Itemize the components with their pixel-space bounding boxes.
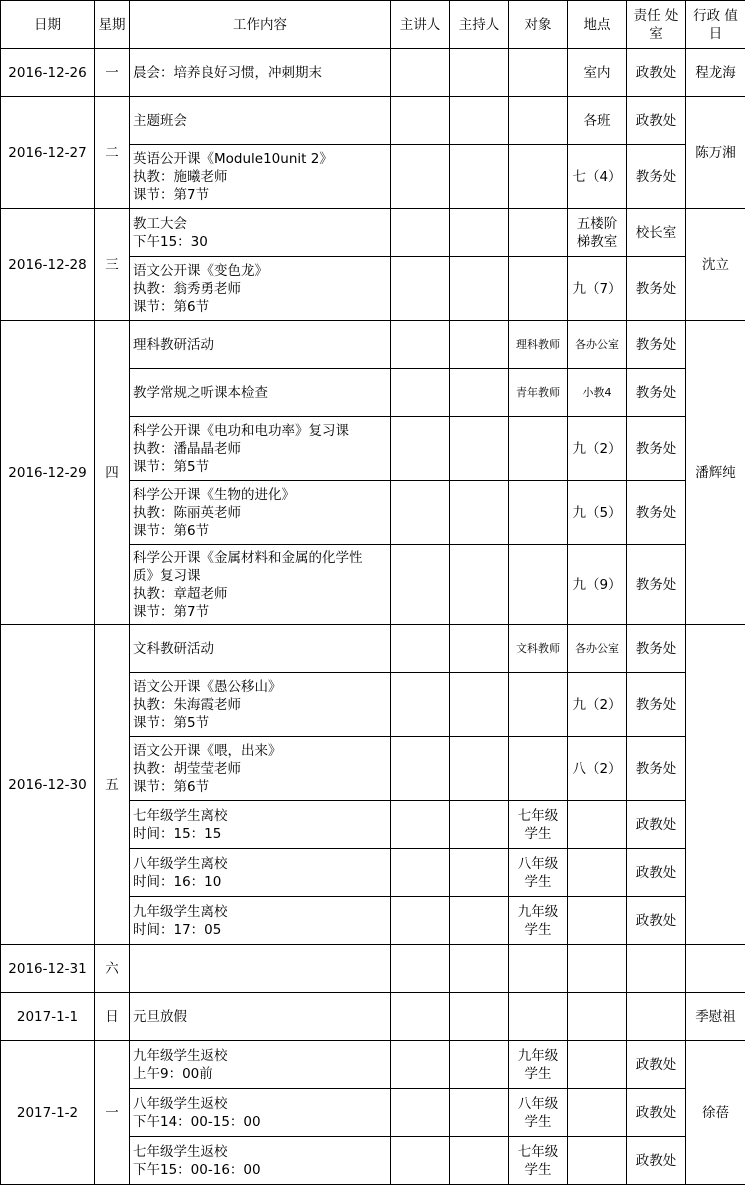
host-cell (450, 97, 509, 145)
weekday-cell: 日 (95, 993, 130, 1041)
date-cell: 2016-12-31 (1, 945, 95, 993)
duty-cell: 陈万湘 (686, 97, 745, 209)
weekday-cell: 三 (95, 209, 130, 321)
content-cell: 七年级学生离校 时间：15：15 (130, 801, 391, 849)
office-cell: 教务处 (627, 145, 686, 209)
speaker-cell (391, 945, 450, 993)
office-cell: 教务处 (627, 481, 686, 545)
content-cell: 理科教研活动 (130, 321, 391, 369)
office-cell (627, 993, 686, 1041)
speaker-cell (391, 993, 450, 1041)
speaker-cell (391, 97, 450, 145)
content-cell: 主题班会 (130, 97, 391, 145)
location-cell: 各班 (568, 97, 627, 145)
speaker-cell (391, 257, 450, 321)
duty-cell: 沈立 (686, 209, 745, 321)
location-cell: 各办公室 (568, 625, 627, 673)
location-cell (568, 1089, 627, 1137)
host-cell (450, 945, 509, 993)
host-cell (450, 737, 509, 801)
location-cell (568, 945, 627, 993)
content-cell: 八年级学生离校 时间：16：10 (130, 849, 391, 897)
location-cell (568, 1041, 627, 1089)
content-cell: 教工大会 下午15：30 (130, 209, 391, 257)
audience-cell: 七年级 学生 (509, 1137, 568, 1185)
host-cell (450, 1089, 509, 1137)
office-cell: 教务处 (627, 625, 686, 673)
host-cell (450, 801, 509, 849)
header-location: 地点 (568, 1, 627, 49)
audience-cell: 八年级 学生 (509, 1089, 568, 1137)
location-cell: 九（5） (568, 481, 627, 545)
weekday-cell: 二 (95, 97, 130, 209)
content-cell: 八年级学生返校 下午14：00-15：00 (130, 1089, 391, 1137)
location-cell: 室内 (568, 49, 627, 97)
office-cell: 政教处 (627, 97, 686, 145)
audience-cell: 九年级 学生 (509, 1041, 568, 1089)
table-row (1, 49, 745, 97)
weekday-cell: 六 (95, 945, 130, 993)
office-cell: 政教处 (627, 897, 686, 945)
content-cell: 科学公开课《生物的进化》 执教：陈丽英老师 课节：第6节 (130, 481, 391, 545)
office-cell: 校长室 (627, 209, 686, 257)
host-cell (450, 145, 509, 209)
host-cell (450, 1137, 509, 1185)
date-cell: 2017-1-2 (1, 1041, 95, 1185)
host-cell (450, 417, 509, 481)
weekday-cell: 五 (95, 625, 130, 945)
header-weekday: 星期 (95, 1, 130, 49)
office-cell: 政教处 (627, 49, 686, 97)
host-cell (450, 369, 509, 417)
host-cell (450, 673, 509, 737)
audience-cell (509, 545, 568, 625)
office-cell: 政教处 (627, 801, 686, 849)
audience-cell (509, 481, 568, 545)
weekday-cell: 四 (95, 321, 130, 625)
content-cell (130, 945, 391, 993)
location-cell (568, 801, 627, 849)
speaker-cell (391, 737, 450, 801)
speaker-cell (391, 369, 450, 417)
duty-cell (686, 945, 745, 993)
speaker-cell (391, 481, 450, 545)
audience-cell (509, 417, 568, 481)
header-duty: 行政 值日 (686, 1, 745, 49)
content-cell: 九年级学生返校 上午9：00前 (130, 1041, 391, 1089)
audience-cell (509, 945, 568, 993)
table-row (1, 1041, 745, 1089)
speaker-cell (391, 417, 450, 481)
location-cell: 小教4 (568, 369, 627, 417)
duty-cell: 程龙海 (686, 49, 745, 97)
date-cell: 2016-12-28 (1, 209, 95, 321)
duty-cell: 潘辉纯 (686, 321, 745, 625)
location-cell: 七（4） (568, 145, 627, 209)
content-cell: 文科教研活动 (130, 625, 391, 673)
location-cell: 九（9） (568, 545, 627, 625)
header-speaker: 主讲人 (391, 1, 450, 49)
content-cell: 语文公开课《变色龙》 执教：翁秀勇老师 课节：第6节 (130, 257, 391, 321)
speaker-cell (391, 849, 450, 897)
audience-cell: 文科教师 (509, 625, 568, 673)
office-cell: 政教处 (627, 849, 686, 897)
speaker-cell (391, 625, 450, 673)
table-row (1, 945, 745, 993)
host-cell (450, 209, 509, 257)
content-cell: 晨会：培养良好习惯，冲刺期末 (130, 49, 391, 97)
audience-cell: 九年级 学生 (509, 897, 568, 945)
weekday-cell: 一 (95, 49, 130, 97)
content-cell: 教学常规之听课本检查 (130, 369, 391, 417)
speaker-cell (391, 1041, 450, 1089)
table-row (1, 625, 745, 673)
header-office: 责任 处室 (627, 1, 686, 49)
speaker-cell (391, 321, 450, 369)
audience-cell (509, 49, 568, 97)
speaker-cell (391, 897, 450, 945)
date-cell: 2017-1-1 (1, 993, 95, 1041)
audience-cell: 七年级 学生 (509, 801, 568, 849)
date-cell: 2016-12-27 (1, 97, 95, 209)
office-cell: 教务处 (627, 737, 686, 801)
location-cell: 九（2） (568, 673, 627, 737)
office-cell: 教务处 (627, 417, 686, 481)
office-cell: 教务处 (627, 545, 686, 625)
location-cell: 九（2） (568, 417, 627, 481)
audience-cell (509, 257, 568, 321)
table-header (1, 1, 745, 49)
host-cell (450, 897, 509, 945)
date-cell: 2016-12-30 (1, 625, 95, 945)
speaker-cell (391, 49, 450, 97)
duty-cell: 徐蓓 (686, 1041, 745, 1185)
audience-cell (509, 97, 568, 145)
office-cell: 教务处 (627, 369, 686, 417)
location-cell (568, 1137, 627, 1185)
table-row (1, 97, 745, 145)
host-cell (450, 481, 509, 545)
audience-cell: 理科教师 (509, 321, 568, 369)
office-cell (627, 945, 686, 993)
host-cell (450, 993, 509, 1041)
content-cell: 科学公开课《金属材料和金属的化学性 质》复习课 执教：章超老师 课节：第7节 (130, 545, 391, 625)
location-cell: 五楼阶 梯教室 (568, 209, 627, 257)
speaker-cell (391, 209, 450, 257)
audience-cell (509, 673, 568, 737)
location-cell: 各办公室 (568, 321, 627, 369)
speaker-cell (391, 145, 450, 209)
content-cell: 语文公开课《愚公移山》 执教：朱海霞老师 课节：第5节 (130, 673, 391, 737)
header-host: 主持人 (450, 1, 509, 49)
audience-cell (509, 993, 568, 1041)
office-cell: 政教处 (627, 1041, 686, 1089)
header-content: 工作内容 (130, 1, 391, 49)
header-date: 日期 (1, 1, 95, 49)
host-cell (450, 545, 509, 625)
host-cell (450, 849, 509, 897)
duty-cell: 季慰祖 (686, 993, 745, 1041)
office-cell: 政教处 (627, 1089, 686, 1137)
location-cell (568, 993, 627, 1041)
host-cell (450, 1041, 509, 1089)
table-body (1, 49, 745, 1185)
office-cell: 教务处 (627, 321, 686, 369)
content-cell: 语文公开课《喂，出来》 执教：胡莹莹老师 课节：第6节 (130, 737, 391, 801)
content-cell: 九年级学生离校 时间：17：05 (130, 897, 391, 945)
header-audience: 对象 (509, 1, 568, 49)
weekday-cell: 一 (95, 1041, 130, 1185)
content-cell: 元旦放假 (130, 993, 391, 1041)
office-cell: 教务处 (627, 257, 686, 321)
audience-cell: 八年级 学生 (509, 849, 568, 897)
audience-cell (509, 737, 568, 801)
office-cell: 教务处 (627, 673, 686, 737)
host-cell (450, 49, 509, 97)
speaker-cell (391, 1137, 450, 1185)
office-cell: 政教处 (627, 1137, 686, 1185)
speaker-cell (391, 545, 450, 625)
date-cell: 2016-12-29 (1, 321, 95, 625)
content-cell: 科学公开课《电功和电功率》复习课 执教：潘晶晶老师 课节：第5节 (130, 417, 391, 481)
date-cell: 2016-12-26 (1, 49, 95, 97)
content-cell: 英语公开课《Module10unit 2》 执教：施曦老师 课节：第7节 (130, 145, 391, 209)
audience-cell: 青年教师 (509, 369, 568, 417)
table-row (1, 321, 745, 369)
table-row (1, 209, 745, 257)
location-cell (568, 897, 627, 945)
table-row (1, 993, 745, 1041)
audience-cell (509, 209, 568, 257)
speaker-cell (391, 1089, 450, 1137)
content-cell: 七年级学生返校 下午15：00-16：00 (130, 1137, 391, 1185)
speaker-cell (391, 673, 450, 737)
speaker-cell (391, 801, 450, 849)
duty-cell (686, 625, 745, 945)
host-cell (450, 321, 509, 369)
location-cell (568, 849, 627, 897)
audience-cell (509, 145, 568, 209)
host-cell (450, 625, 509, 673)
location-cell: 九（7） (568, 257, 627, 321)
location-cell: 八（2） (568, 737, 627, 801)
host-cell (450, 257, 509, 321)
